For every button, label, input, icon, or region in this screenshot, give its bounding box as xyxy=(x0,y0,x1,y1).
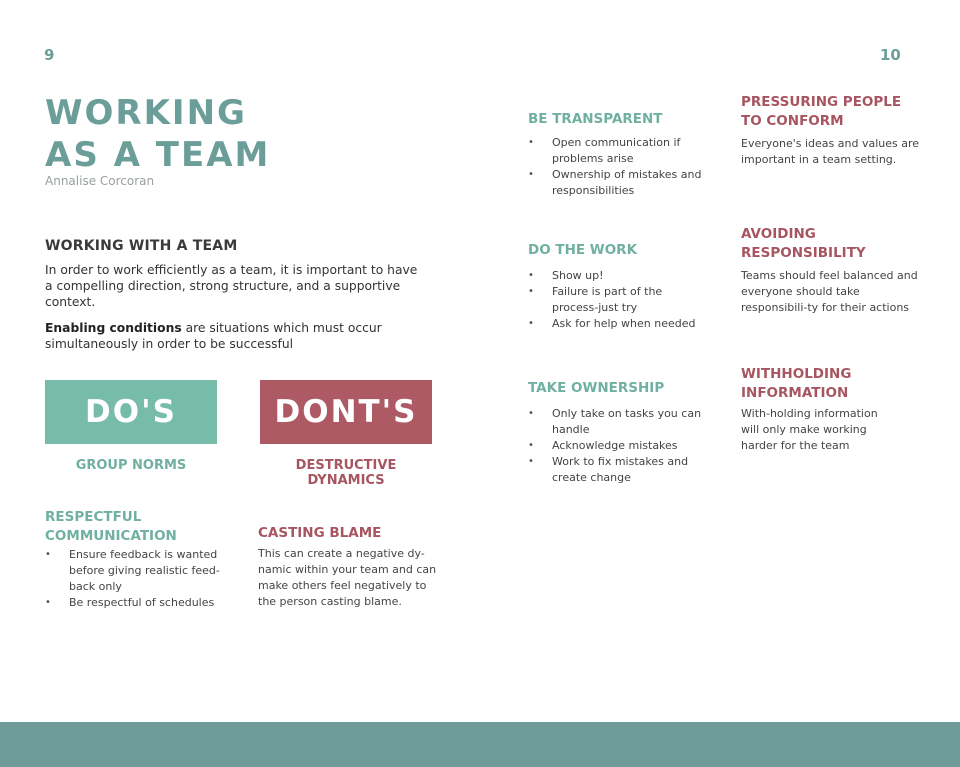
avoiding-heading-line-1: AVOIDING xyxy=(741,226,816,242)
respectful-communication-section xyxy=(45,508,220,611)
do-the-work-bullet-list xyxy=(528,268,708,332)
footer-band xyxy=(0,722,960,767)
section-heading: WORKING WITH A TEAM xyxy=(45,238,238,254)
do-the-work-section xyxy=(528,241,708,332)
group-norms-label: GROUP NORMS xyxy=(75,458,187,473)
casting-blame-heading: CASTING BLAME xyxy=(258,525,382,541)
withholding-heading xyxy=(741,365,921,403)
donts-banner xyxy=(260,380,432,444)
take-ownership-section xyxy=(528,379,703,486)
pressuring-heading xyxy=(741,93,921,131)
pressuring-text: Everyone's ideas and values are important in a team setting. xyxy=(741,137,920,166)
take-ownership-heading: TAKE OWNERSHIP xyxy=(528,380,665,396)
withholding-text: With-holding information will only make working harder for the team xyxy=(741,407,878,452)
avoiding-heading xyxy=(741,225,921,263)
title-line-2: AS A TEAM xyxy=(45,135,271,175)
enabling-paragraph xyxy=(45,320,440,352)
do-the-work-heading: DO THE WORK xyxy=(528,242,638,258)
list-item: • Be respectful of schedules xyxy=(45,595,220,611)
pressuring-heading-line-2: TO CONFORM xyxy=(741,113,844,129)
list-item: • Show up! xyxy=(528,268,708,284)
withholding-heading-line-1: WITHHOLDING xyxy=(741,366,852,382)
withholding-section xyxy=(741,365,921,454)
author-name: Annalise Corcoran xyxy=(45,174,155,188)
list-item: • Ownership of mistakes and responsibilities xyxy=(528,167,703,199)
destructive-dynamics-label: DESTRUCTIVE DYNAMICS xyxy=(295,458,397,488)
enabling-term: Enabling conditions xyxy=(45,321,182,335)
list-item: • Acknowledge mistakes xyxy=(528,438,703,454)
enabling-text: are situations which must occur simultaneously in order to be successful xyxy=(45,321,382,351)
be-transparent-bullet-list xyxy=(528,135,703,199)
list-item: • Ask for help when needed xyxy=(528,316,708,332)
title-line-1: WORKING xyxy=(45,93,247,133)
avoiding-section xyxy=(741,225,921,316)
respectful-bullet-list xyxy=(45,547,220,611)
page-title xyxy=(45,92,270,176)
take-ownership-bullet-list xyxy=(528,406,703,486)
page-number-right: 10 xyxy=(880,46,901,64)
respectful-heading-line-1: RESPECTFUL xyxy=(45,509,142,525)
intro-paragraph: In order to work efficiently as a team, it is important to have a compelling direction, strong structure, and a supportive context. xyxy=(45,263,418,309)
dos-banner xyxy=(45,380,217,444)
avoiding-text: Teams should feel balanced and everyone should take responsibili-ty for their actions xyxy=(741,269,918,314)
pressuring-heading-line-1: PRESSURING PEOPLE xyxy=(741,94,902,110)
pressuring-section xyxy=(741,93,921,168)
avoiding-heading-line-2: RESPONSIBILITY xyxy=(741,245,866,261)
list-item: • Ensure feedback is wanted before giving realistic feed-back only xyxy=(45,547,220,595)
be-transparent-heading: BE TRANSPARENT xyxy=(528,111,663,127)
respectful-heading-line-2: COMMUNICATION xyxy=(45,528,177,544)
donts-label: DONT'S xyxy=(274,394,418,430)
dos-label: DO'S xyxy=(85,394,177,430)
be-transparent-section xyxy=(528,110,703,199)
casting-blame-text: This can create a negative dy-namic within your team and can make others feel negatively to the person casting blame. xyxy=(258,547,437,608)
list-item: • Open communication if problems arise xyxy=(528,135,703,167)
list-item: • Only take on tasks you can handle xyxy=(528,406,703,438)
withholding-heading-line-2: INFORMATION xyxy=(741,385,849,401)
casting-blame-section xyxy=(258,524,438,610)
respectful-heading xyxy=(45,508,220,546)
list-item: • Work to fix mistakes and create change xyxy=(528,454,703,486)
page-number-left: 9 xyxy=(44,46,55,64)
list-item: • Failure is part of the process-just try xyxy=(528,284,708,316)
